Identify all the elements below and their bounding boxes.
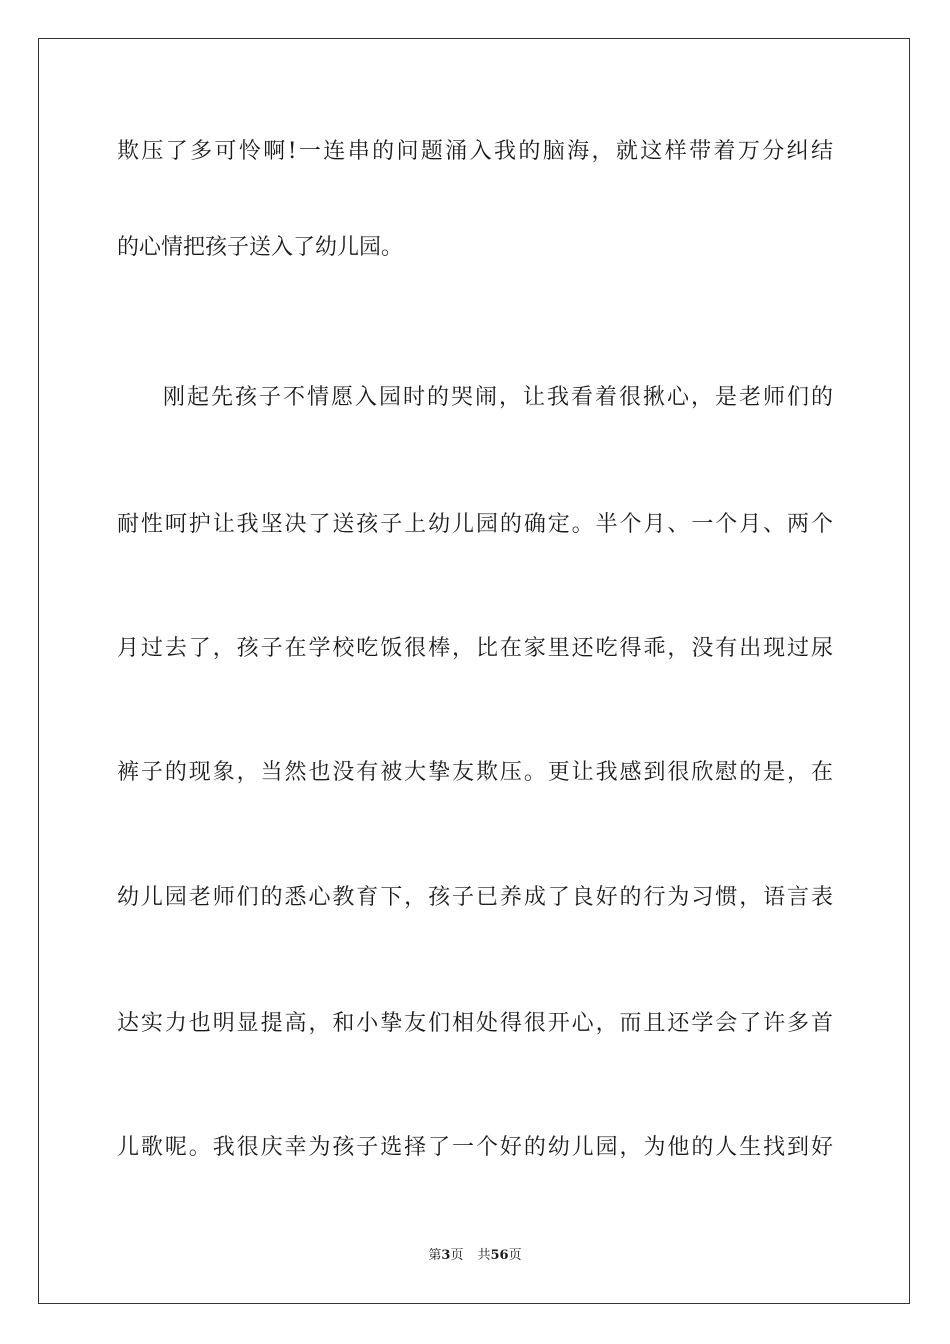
text-line: 耐性呵护让我坚决了送孩子上幼儿园的确定。半个月、一个月、两个 [117, 512, 833, 537]
text-line: 的心情把孩子送入了幼儿园。 [117, 235, 404, 260]
text-line: 幼儿园老师们的悉心教育下，孩子已养成了良好的行为习惯，语言表 [117, 885, 833, 910]
text-line: 月过去了，孩子在学校吃饭很棒，比在家里还吃得乖，没有出现过尿 [117, 636, 833, 661]
page-prefix: 第 [428, 1248, 442, 1263]
text-line: 儿歌呢。我很庆幸为孩子选择了一个好的幼儿园，为他的人生找到好 [117, 1135, 833, 1160]
page-frame [38, 38, 910, 1304]
text-line: 裤子的现象，当然也没有被大挚友欺压。更让我感到很欣慰的是，在 [117, 760, 833, 785]
total-suffix: 页 [508, 1248, 522, 1263]
page-footer [0, 1247, 950, 1265]
text-line: 达实力也明显提高，和小挚友们相处得很开心，而且还学会了许多首 [117, 1011, 833, 1036]
text-line: 欺压了多可怜啊!一连串的问题涌入我的脑海，就这样带着万分纠结 [117, 139, 833, 164]
total-pages: 56 [490, 1248, 509, 1263]
page-suffix: 页 [450, 1248, 464, 1263]
total-prefix: 共 [477, 1248, 491, 1263]
paragraph-first-line: 刚起先孩子不情愿入园时的哭闹，让我看着很揪心，是老师们的 [163, 385, 833, 410]
page-number: 3 [441, 1248, 451, 1263]
